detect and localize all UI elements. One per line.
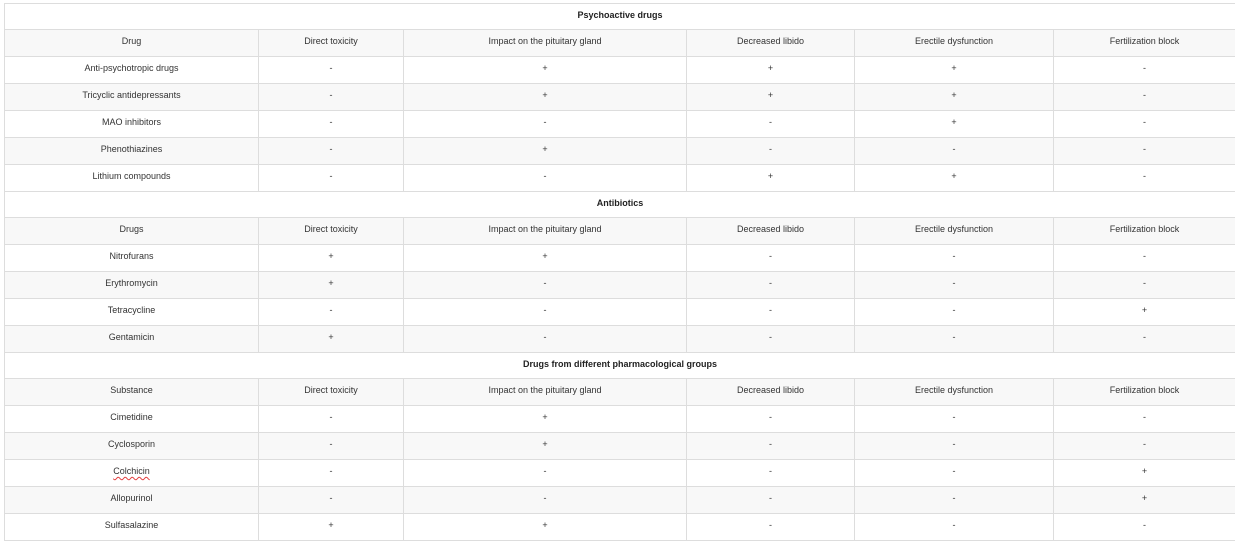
drug-name-cell: Nitrofurans — [5, 245, 259, 272]
table-row — [5, 460, 1235, 487]
drug-name-cell: Cimetidine — [5, 406, 259, 433]
section-title-row — [5, 4, 1235, 30]
drug-name-cell: Cyclosporin — [5, 433, 259, 460]
effect-cell: - — [404, 487, 687, 514]
drug-effects-table — [4, 3, 1235, 541]
effect-cell: + — [404, 84, 687, 111]
column-header: Direct toxicity — [259, 30, 404, 57]
effect-cell: - — [404, 460, 687, 487]
header-row — [5, 218, 1235, 245]
effect-cell: + — [687, 84, 855, 111]
table-row — [5, 406, 1235, 433]
effect-cell: - — [404, 272, 687, 299]
effect-cell: - — [1054, 433, 1235, 460]
effect-cell: + — [259, 272, 404, 299]
column-header: Fertilization block — [1054, 379, 1235, 406]
effect-cell: - — [404, 165, 687, 192]
header-row — [5, 379, 1235, 406]
effect-cell: + — [1054, 460, 1235, 487]
effect-cell: - — [687, 514, 855, 541]
effect-cell: - — [259, 84, 404, 111]
effect-cell: - — [1054, 165, 1235, 192]
table-row — [5, 326, 1235, 353]
table-row — [5, 111, 1235, 138]
effect-cell: - — [259, 138, 404, 165]
table-row — [5, 514, 1235, 541]
column-header: Erectile dysfunction — [855, 218, 1054, 245]
effect-cell: - — [687, 245, 855, 272]
drug-name-cell: Sulfasalazine — [5, 514, 259, 541]
effect-cell: - — [404, 299, 687, 326]
effect-cell: - — [404, 326, 687, 353]
section-title-row — [5, 192, 1235, 218]
column-header: Drug — [5, 30, 259, 57]
effect-cell: + — [687, 165, 855, 192]
effect-cell: + — [259, 326, 404, 353]
effect-cell: + — [404, 245, 687, 272]
table-row — [5, 57, 1235, 84]
effect-cell: - — [259, 165, 404, 192]
effect-cell: - — [259, 460, 404, 487]
drug-name-cell: Tetracycline — [5, 299, 259, 326]
effect-cell: - — [855, 245, 1054, 272]
table-row — [5, 84, 1235, 111]
effect-cell: - — [687, 272, 855, 299]
effect-cell: + — [855, 165, 1054, 192]
effect-cell: + — [259, 514, 404, 541]
effect-cell: - — [1054, 272, 1235, 299]
effect-cell: + — [855, 111, 1054, 138]
effect-cell: - — [687, 111, 855, 138]
effect-cell: + — [855, 84, 1054, 111]
column-header: Impact on the pituitary gland — [404, 379, 687, 406]
section-title-row — [5, 353, 1235, 379]
effect-cell: + — [259, 245, 404, 272]
column-header: Drugs — [5, 218, 259, 245]
effect-cell: - — [855, 326, 1054, 353]
column-header: Direct toxicity — [259, 218, 404, 245]
effect-cell: - — [1054, 514, 1235, 541]
column-header: Impact on the pituitary gland — [404, 30, 687, 57]
table-row — [5, 245, 1235, 272]
drug-name-cell: Erythromycin — [5, 272, 259, 299]
section-title: Drugs from different pharmacological groups — [5, 353, 1235, 379]
column-header: Fertilization block — [1054, 30, 1235, 57]
effect-cell: - — [1054, 111, 1235, 138]
drug-name-cell: Gentamicin — [5, 326, 259, 353]
effect-cell: - — [259, 406, 404, 433]
table-row — [5, 487, 1235, 514]
effect-cell: - — [855, 138, 1054, 165]
column-header: Decreased libido — [687, 30, 855, 57]
section-title: Psychoactive drugs — [5, 4, 1235, 30]
effect-cell: + — [404, 433, 687, 460]
effect-cell: - — [855, 460, 1054, 487]
effect-cell: - — [259, 57, 404, 84]
column-header: Impact on the pituitary gland — [404, 218, 687, 245]
table-body — [5, 4, 1235, 541]
effect-cell: - — [855, 299, 1054, 326]
effect-cell: - — [1054, 57, 1235, 84]
effect-cell: - — [1054, 245, 1235, 272]
column-header: Fertilization block — [1054, 218, 1235, 245]
effect-cell: + — [687, 57, 855, 84]
column-header: Substance — [5, 379, 259, 406]
table-row — [5, 433, 1235, 460]
column-header: Erectile dysfunction — [855, 30, 1054, 57]
column-header: Decreased libido — [687, 218, 855, 245]
table-row — [5, 138, 1235, 165]
effect-cell: - — [687, 326, 855, 353]
effect-cell: - — [259, 487, 404, 514]
header-row — [5, 30, 1235, 57]
effect-cell: - — [259, 433, 404, 460]
effect-cell: - — [259, 111, 404, 138]
effect-cell: - — [687, 299, 855, 326]
column-header: Direct toxicity — [259, 379, 404, 406]
effect-cell: - — [855, 272, 1054, 299]
effect-cell: - — [687, 138, 855, 165]
effect-cell: + — [404, 138, 687, 165]
table-row — [5, 299, 1235, 326]
effect-cell: - — [855, 433, 1054, 460]
effect-cell: - — [1054, 326, 1235, 353]
effect-cell: + — [855, 57, 1054, 84]
drug-name-cell: Allopurinol — [5, 487, 259, 514]
effect-cell: - — [855, 406, 1054, 433]
effect-cell: - — [259, 299, 404, 326]
drug-name-cell: Lithium compounds — [5, 165, 259, 192]
effect-cell: - — [855, 514, 1054, 541]
table-row — [5, 272, 1235, 299]
drug-name-cell: Anti-psychotropic drugs — [5, 57, 259, 84]
effect-cell: - — [687, 487, 855, 514]
spellcheck-flagged-text: Colchicin — [113, 466, 150, 476]
effect-cell: - — [855, 487, 1054, 514]
drug-name-cell: Phenothiazines — [5, 138, 259, 165]
table-container — [4, 3, 1235, 541]
drug-name-cell: MAO inhibitors — [5, 111, 259, 138]
effect-cell: - — [1054, 84, 1235, 111]
effect-cell: + — [404, 57, 687, 84]
effect-cell: + — [1054, 299, 1235, 326]
effect-cell: + — [404, 514, 687, 541]
table-row — [5, 165, 1235, 192]
drug-name-cell: Tricyclic antidepressants — [5, 84, 259, 111]
effect-cell: - — [687, 406, 855, 433]
drug-name-cell — [5, 460, 259, 487]
effect-cell: - — [687, 433, 855, 460]
effect-cell: - — [1054, 406, 1235, 433]
effect-cell: - — [1054, 138, 1235, 165]
effect-cell: - — [687, 460, 855, 487]
effect-cell: + — [404, 406, 687, 433]
column-header: Erectile dysfunction — [855, 379, 1054, 406]
effect-cell: - — [404, 111, 687, 138]
section-title: Antibiotics — [5, 192, 1235, 218]
column-header: Decreased libido — [687, 379, 855, 406]
effect-cell: + — [1054, 487, 1235, 514]
